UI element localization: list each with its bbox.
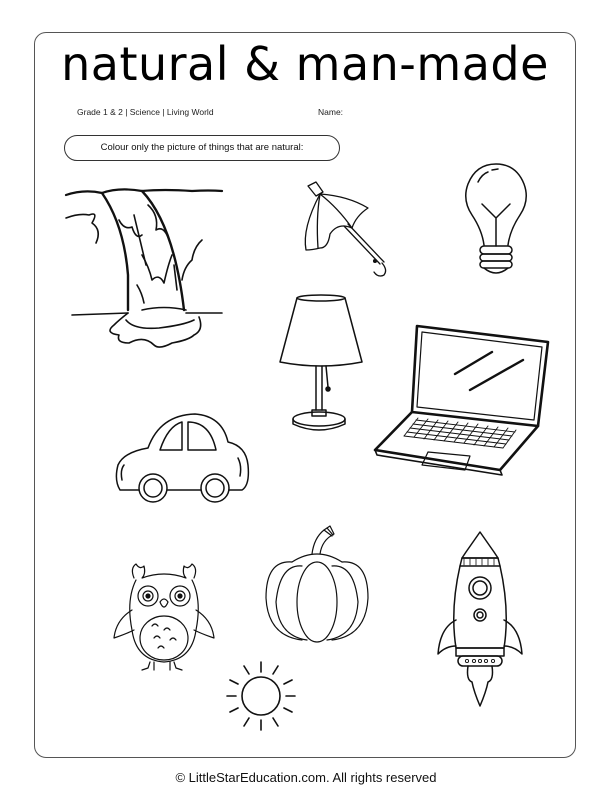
pumpkin-picture[interactable] <box>262 524 372 644</box>
owl-picture[interactable] <box>112 560 217 675</box>
rocket-picture[interactable] <box>436 530 526 710</box>
light-bulb-picture[interactable] <box>460 160 532 285</box>
car-picture[interactable] <box>110 410 252 505</box>
name-label: Name: <box>318 107 344 117</box>
lamp-picture[interactable] <box>276 292 366 437</box>
copyright-footer: © LittleStarEducation.com. All rights reserved <box>175 770 437 785</box>
page-title: natural & man-made <box>61 37 549 91</box>
laptop-picture[interactable] <box>370 322 550 472</box>
instruction-box: Colour only the picture of things that are natural: <box>64 135 340 161</box>
waterfall-picture[interactable] <box>64 185 224 350</box>
subject-line: Grade 1 & 2 | Science | Living World <box>77 107 214 117</box>
sun-picture[interactable] <box>224 660 298 732</box>
umbrella-picture[interactable] <box>298 178 398 281</box>
